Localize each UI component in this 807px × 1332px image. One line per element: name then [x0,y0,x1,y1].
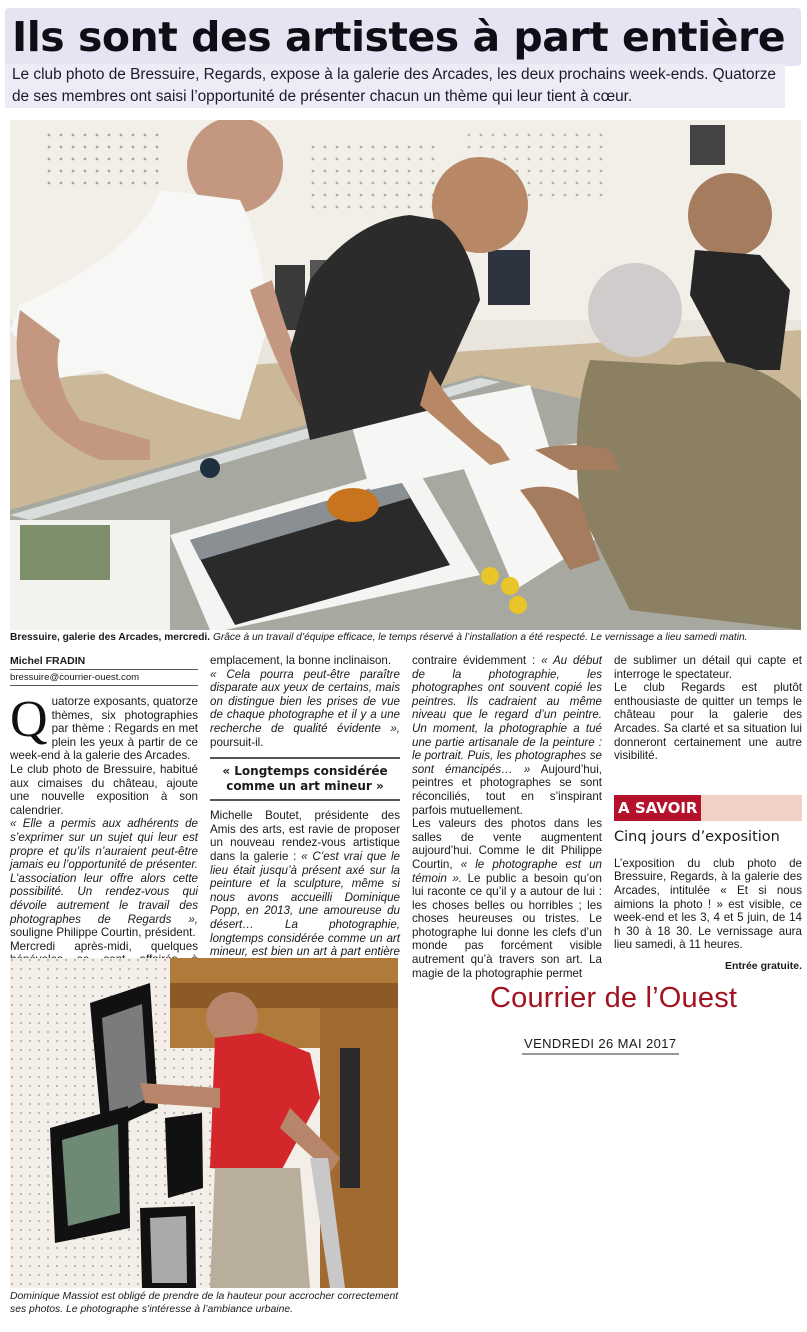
main-photo-caption [10,631,801,645]
newspaper-name: Courrier de l’Ouest [490,982,738,1014]
paragraph: Michelle Boutet, présidente des Amis des arts, est ravie de proposer un nouveau rendez-vous artistique dans la galerie : [210,809,400,863]
article-column-4 [614,654,802,974]
info-box-header [614,795,802,821]
free-entry-note: Entrée gratuite. [724,959,802,972]
article-column-1 [10,654,198,994]
publication-date: VENDREDI 26 MAI 2017 [522,1036,679,1055]
info-box-text: L’exposition du club photo de Bressuire, Regards, à la galerie des Arcades, intitulée « Et si nous aimions la photo ! » est visible, ce week-end et les 3, 4 et 5 juin, de 14 h 30 à 18 30. Le vernissage aura lieu samedi, à 11 heures. [614,856,802,952]
secondary-photo-illustration [10,958,398,1288]
paragraph-tail: souligne Philippe Courtin, président. [10,926,196,940]
quote: « Cela pourra peut-être paraître disparate aux yeux de certains, mais on distingue bien les prises de vue de chaque photographe et il y a une recherche de qualité évidente », [210,667,400,735]
main-photo [10,120,801,630]
byline-author: Michel FRADIN [10,655,86,667]
dropcap-letter: Q [10,691,48,748]
secondary-photo [10,958,398,1288]
paragraph: Le club photo de Bressuire, habitué aux cimaises du château, ajoute une nouvelle exposition à son calendrier. [10,762,198,817]
headline: Ils sont des artistes à part entière [12,13,786,61]
quote: « Au début de la photographie, les photographes ont souvent copié les peintres. Ils cadraient au même niveau que le regard d’un peintre. Un moment, la photographie a tué une partie artisanale de la peinture : le portrait. Puis, les photographes se sont émancipés… » [412,654,602,776]
paragraph-tail: poursuit-il. [210,735,264,749]
main-photo-illustration [10,120,801,630]
paragraph-tail: Le public a besoin qu’on lui raconte ce qu’il y a autour de lui : les choses belles ou horribles ; les choses heureuses ou tristes. Le photographe lui donne les clefs d’un monde pas forcément visible autrement qu’à travers son art. La magie de la photographie permet [412,871,602,980]
quote: « Elle a permis aux adhérents de s’exprimer sur un sujet qui leur est propre et qu’ils n’auraient peut-être jamais eu l’opportunité de présenter. L’association leur offre alors cette possibilité. Un rendez-vous qui dévoile autrement le travail des photographes de Regards », [10,817,198,926]
paragraph: Le club Regards est plutôt enthousiaste de quitter un temps le château pour la galerie des Arcades. Sa clarté et sa situation lui donneront certainement une autre visibilité. [614,681,802,763]
section-subheading: « Longtemps considérée comme un art mineur » [210,757,400,801]
quote: « le photographe est un témoin ». [412,857,602,885]
paragraph: Mercredi après-midi, quelques [10,939,198,953]
article-column-2 [210,654,400,986]
secondary-photo-caption: Dominique Massiot est obligé de prendre de la hauteur pour accrocher correctement ses photos. Le photographe s’intéresse à l’ambiance urbaine. [10,1291,399,1315]
caption-location: Bressuire, galerie des Arcades, mercredi. [10,632,211,643]
paragraph: emplacement, la bonne inclinaison. [210,654,392,667]
paragraph-tail: Aujourd’hui, peintres et photographes se sont réconciliés, tout en s’inspirant parfois mutuellement. [412,762,602,817]
paragraph: uatorze exposants, quatorze thèmes, six photographies par thème : Regards en met plein les yeux à partir de ce week-end à la galerie des Arcades. [10,695,198,763]
byline-email: bressuire@courrier-ouest.com [10,669,198,686]
paragraph: de sublimer un détail qui capte et interroge le spectateur. [614,654,802,681]
article-column-3 [412,654,602,980]
info-box-label: A SAVOIR [614,795,701,821]
paragraph: Les valeurs des photos dans les salles de vente augmentent aujourd’hui. Comme le dit Philippe Courtin, [412,817,602,871]
caption-text: Grâce à un travail d’équipe efficace, le temps réservé à l’installation a été respecté. Le vernissage a lieu samedi matin. [212,632,748,643]
quote: « C’est vrai que le lieu était jusqu’à présent axé sur la peinture et la sculpture, même si nous avons accueilli Dominique Popp, en 2013, une amoureuse du désert… La photographie, longtemps considérée comme un art mineur, est bien un art à part entière [210,849,400,959]
info-box-title: Cinq jours d’exposition [614,828,780,845]
paragraph: contraire évidemment : [412,654,542,667]
lead-paragraph: Le club photo de Bressuire, Regards, expose à la galerie des Arcades, les deux prochains week-ends. Quatorze de ses membres ont saisi l’opportunité de présenter chacun un thème qui leur tient à cœur. [12,66,776,105]
